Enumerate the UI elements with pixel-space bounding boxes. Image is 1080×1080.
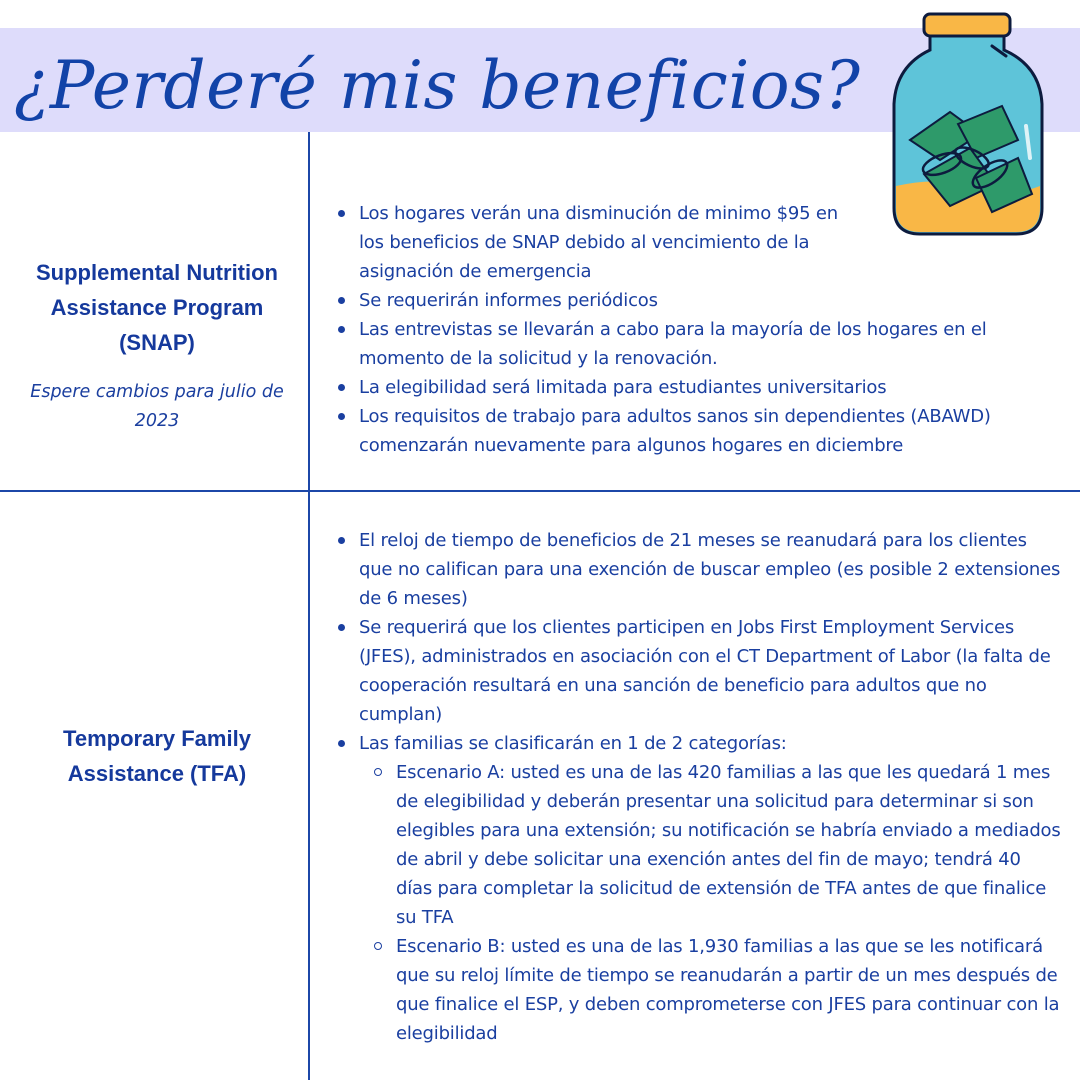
- snap-bullet: La elegibilidad será limitada para estudiantes universitarios: [332, 373, 1062, 402]
- snap-program-label: Supplemental Nutrition Assistance Program (SNAP): [36, 260, 278, 355]
- snap-bullet: Los requisitos de trabajo para adultos sanos sin dependientes (ABAWD) comenzarán nuevamente para algunos hogares en diciembre: [332, 402, 1062, 460]
- tfa-bullet: Se requerirá que los clientes participen en Jobs First Employment Services (JFES), administrados en asociación con el CT Department of Labor (la falta de cooperación resultará en una sanción de beneficio para adultos que no cumplan): [332, 613, 1062, 729]
- page-title: ¿Perderé mis beneficios?: [14, 47, 861, 124]
- tfa-scenario-a: Escenario A: usted es una de las 420 familias a las que les quedará 1 mes de elegibilidad y deberán presentar una solicitud para determinar si son elegibles para una extensión; su notificación se habría enviado a mediados de abril y debe solicitar una exención antes del fin de mayo; tendrá 40 días para completar la solicitud de extensión de TFA antes de que finalice su TFA: [369, 758, 1062, 932]
- snap-bullet: Los hogares verán una disminución de minimo $95 en los beneficios de SNAP debido al vencimiento de la asignación de emergencia: [332, 199, 839, 286]
- snap-bullet: Se requerirán informes periódicos: [332, 286, 1062, 315]
- tfa-scenario-list: [359, 758, 1062, 1048]
- tfa-bullet: [332, 729, 1062, 1048]
- tfa-bullet-text: Las familias se clasificarán en 1 de 2 categorías:: [359, 733, 787, 754]
- tfa-bullet-list: [332, 526, 1062, 1048]
- snap-bullet-list: [332, 199, 1062, 460]
- tfa-program-label: Temporary Family Assistance (TFA): [63, 726, 251, 786]
- row-divider: [0, 490, 1080, 492]
- snap-bullet: Las entrevistas se llevarán a cabo para la mayoría de los hogares en el momento de la solicitud y la renovación.: [332, 315, 1062, 373]
- tfa-scenario-b: Escenario B: usted es una de las 1,930 familias a las que se les notificará que su reloj límite de tiempo se reanudarán a partir de un mes después de que finalice el ESP, y deben comprometerse con JFES para continuar con la elegibilidad: [369, 932, 1062, 1048]
- column-divider: [308, 132, 310, 1080]
- snap-change-note: Espere cambios para julio de 2023: [30, 382, 284, 431]
- tfa-bullet: El reloj de tiempo de beneficios de 21 meses se reanudará para los clientes que no califican para una exención de buscar empleo (es posible 2 extensiones de 6 meses): [332, 526, 1062, 613]
